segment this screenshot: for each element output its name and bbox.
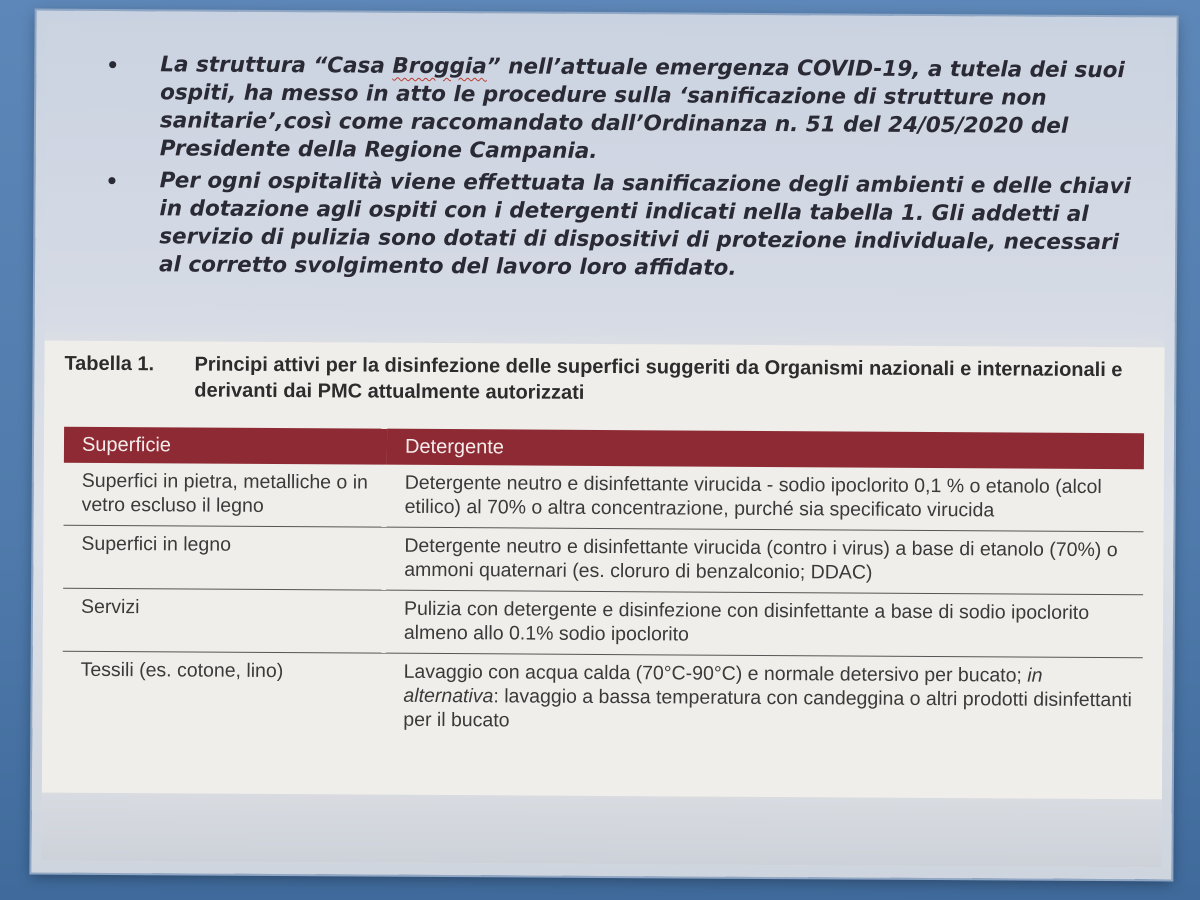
cell-surface: Servizi bbox=[63, 588, 386, 653]
bullet-icon: • bbox=[105, 168, 119, 194]
cell-detergent: Pulizia con detergente e disinfezione con disinfettante a base di sodio ipoclorito almeno allo 0.1% sodio ipoclorito bbox=[386, 590, 1143, 658]
bullet-item bbox=[105, 167, 1136, 285]
bullet-list bbox=[105, 51, 1136, 289]
table-section bbox=[42, 341, 1165, 800]
cell-detergent: Detergente neutro e disinfettante virucida - sodio ipoclorito 0,1 % o etanolo (alcol etilico) al 70% o altra concentrazione, purché sia specificato virucida bbox=[386, 465, 1143, 532]
table-row bbox=[64, 463, 1144, 532]
cell-detergent-main: Lavaggio con acqua calda (70°C-90°C) e normale detersivo per bucato; bbox=[403, 660, 1028, 687]
cell-detergent: Detergente neutro e disinfettante virucida (contro i virus) a base di etanolo (70%) o ammoni quaternari (es. cloruro di benzalconio; DDAC) bbox=[386, 527, 1143, 595]
cell-surface: Superfici in legno bbox=[63, 525, 386, 590]
table-caption bbox=[64, 351, 1144, 410]
cell-surface: Superfici in pietra, metalliche o in vetro escluso il legno bbox=[64, 463, 387, 527]
bullet-text-start: La struttura bbox=[160, 52, 314, 79]
cell-detergent bbox=[385, 653, 1143, 744]
table-row bbox=[63, 588, 1143, 658]
monitor-screen bbox=[31, 11, 1176, 880]
cell-detergent-rest: : lavaggio a bassa temperatura con candeggina o altri prodotti disinfettanti per il bucato bbox=[403, 685, 1132, 732]
bullet-text: Per ogni ospitalità viene effettuata la sanificazione degli ambienti e delle chiavi in dotazione agli ospiti con i detergenti indicati nella tabella 1. Gli addetti al servizio di pulizia sono dotati di dispositivi di protezione individuale, necessari al corretto svolgimento del lavoro loro affidato. bbox=[159, 168, 1131, 281]
table-caption-text: Principi attivi per la disinfezione delle superfici suggeriti da Organismi nazionali e internazionali e derivanti dai PMC attualmente autorizzati bbox=[194, 353, 1123, 404]
header-surface: Superficie bbox=[64, 427, 387, 465]
spellcheck-word: Broggia bbox=[392, 53, 487, 80]
table-caption-label: Tabella 1. bbox=[64, 352, 155, 376]
bullet-item bbox=[106, 51, 1137, 169]
table-row bbox=[62, 651, 1143, 744]
document-page bbox=[41, 21, 1166, 868]
table-row bbox=[63, 525, 1143, 595]
cell-surface: Tessili (es. cotone, lino) bbox=[80, 658, 284, 683]
bullet-icon: • bbox=[106, 52, 120, 78]
header-detergent: Detergente bbox=[387, 429, 1144, 470]
page-footer-band bbox=[41, 793, 1161, 868]
highlight-quote-close: ” bbox=[486, 54, 501, 80]
disinfection-table bbox=[62, 427, 1144, 745]
bullet-text-rest: nell’attuale emergenza COVID-19, a tutela dei suoi ospiti, ha messo in atto le procedure sulla ‘sanificazione di strutture non sanitarie’,così come raccomandato dall’Ordinanza n. 51 del 24/05/2020 del Presidente della Regione Campania. bbox=[159, 54, 1125, 164]
highlight-quote-open: “Casa bbox=[313, 53, 393, 79]
cell-detergent-italic: in alternativa bbox=[403, 664, 1043, 708]
